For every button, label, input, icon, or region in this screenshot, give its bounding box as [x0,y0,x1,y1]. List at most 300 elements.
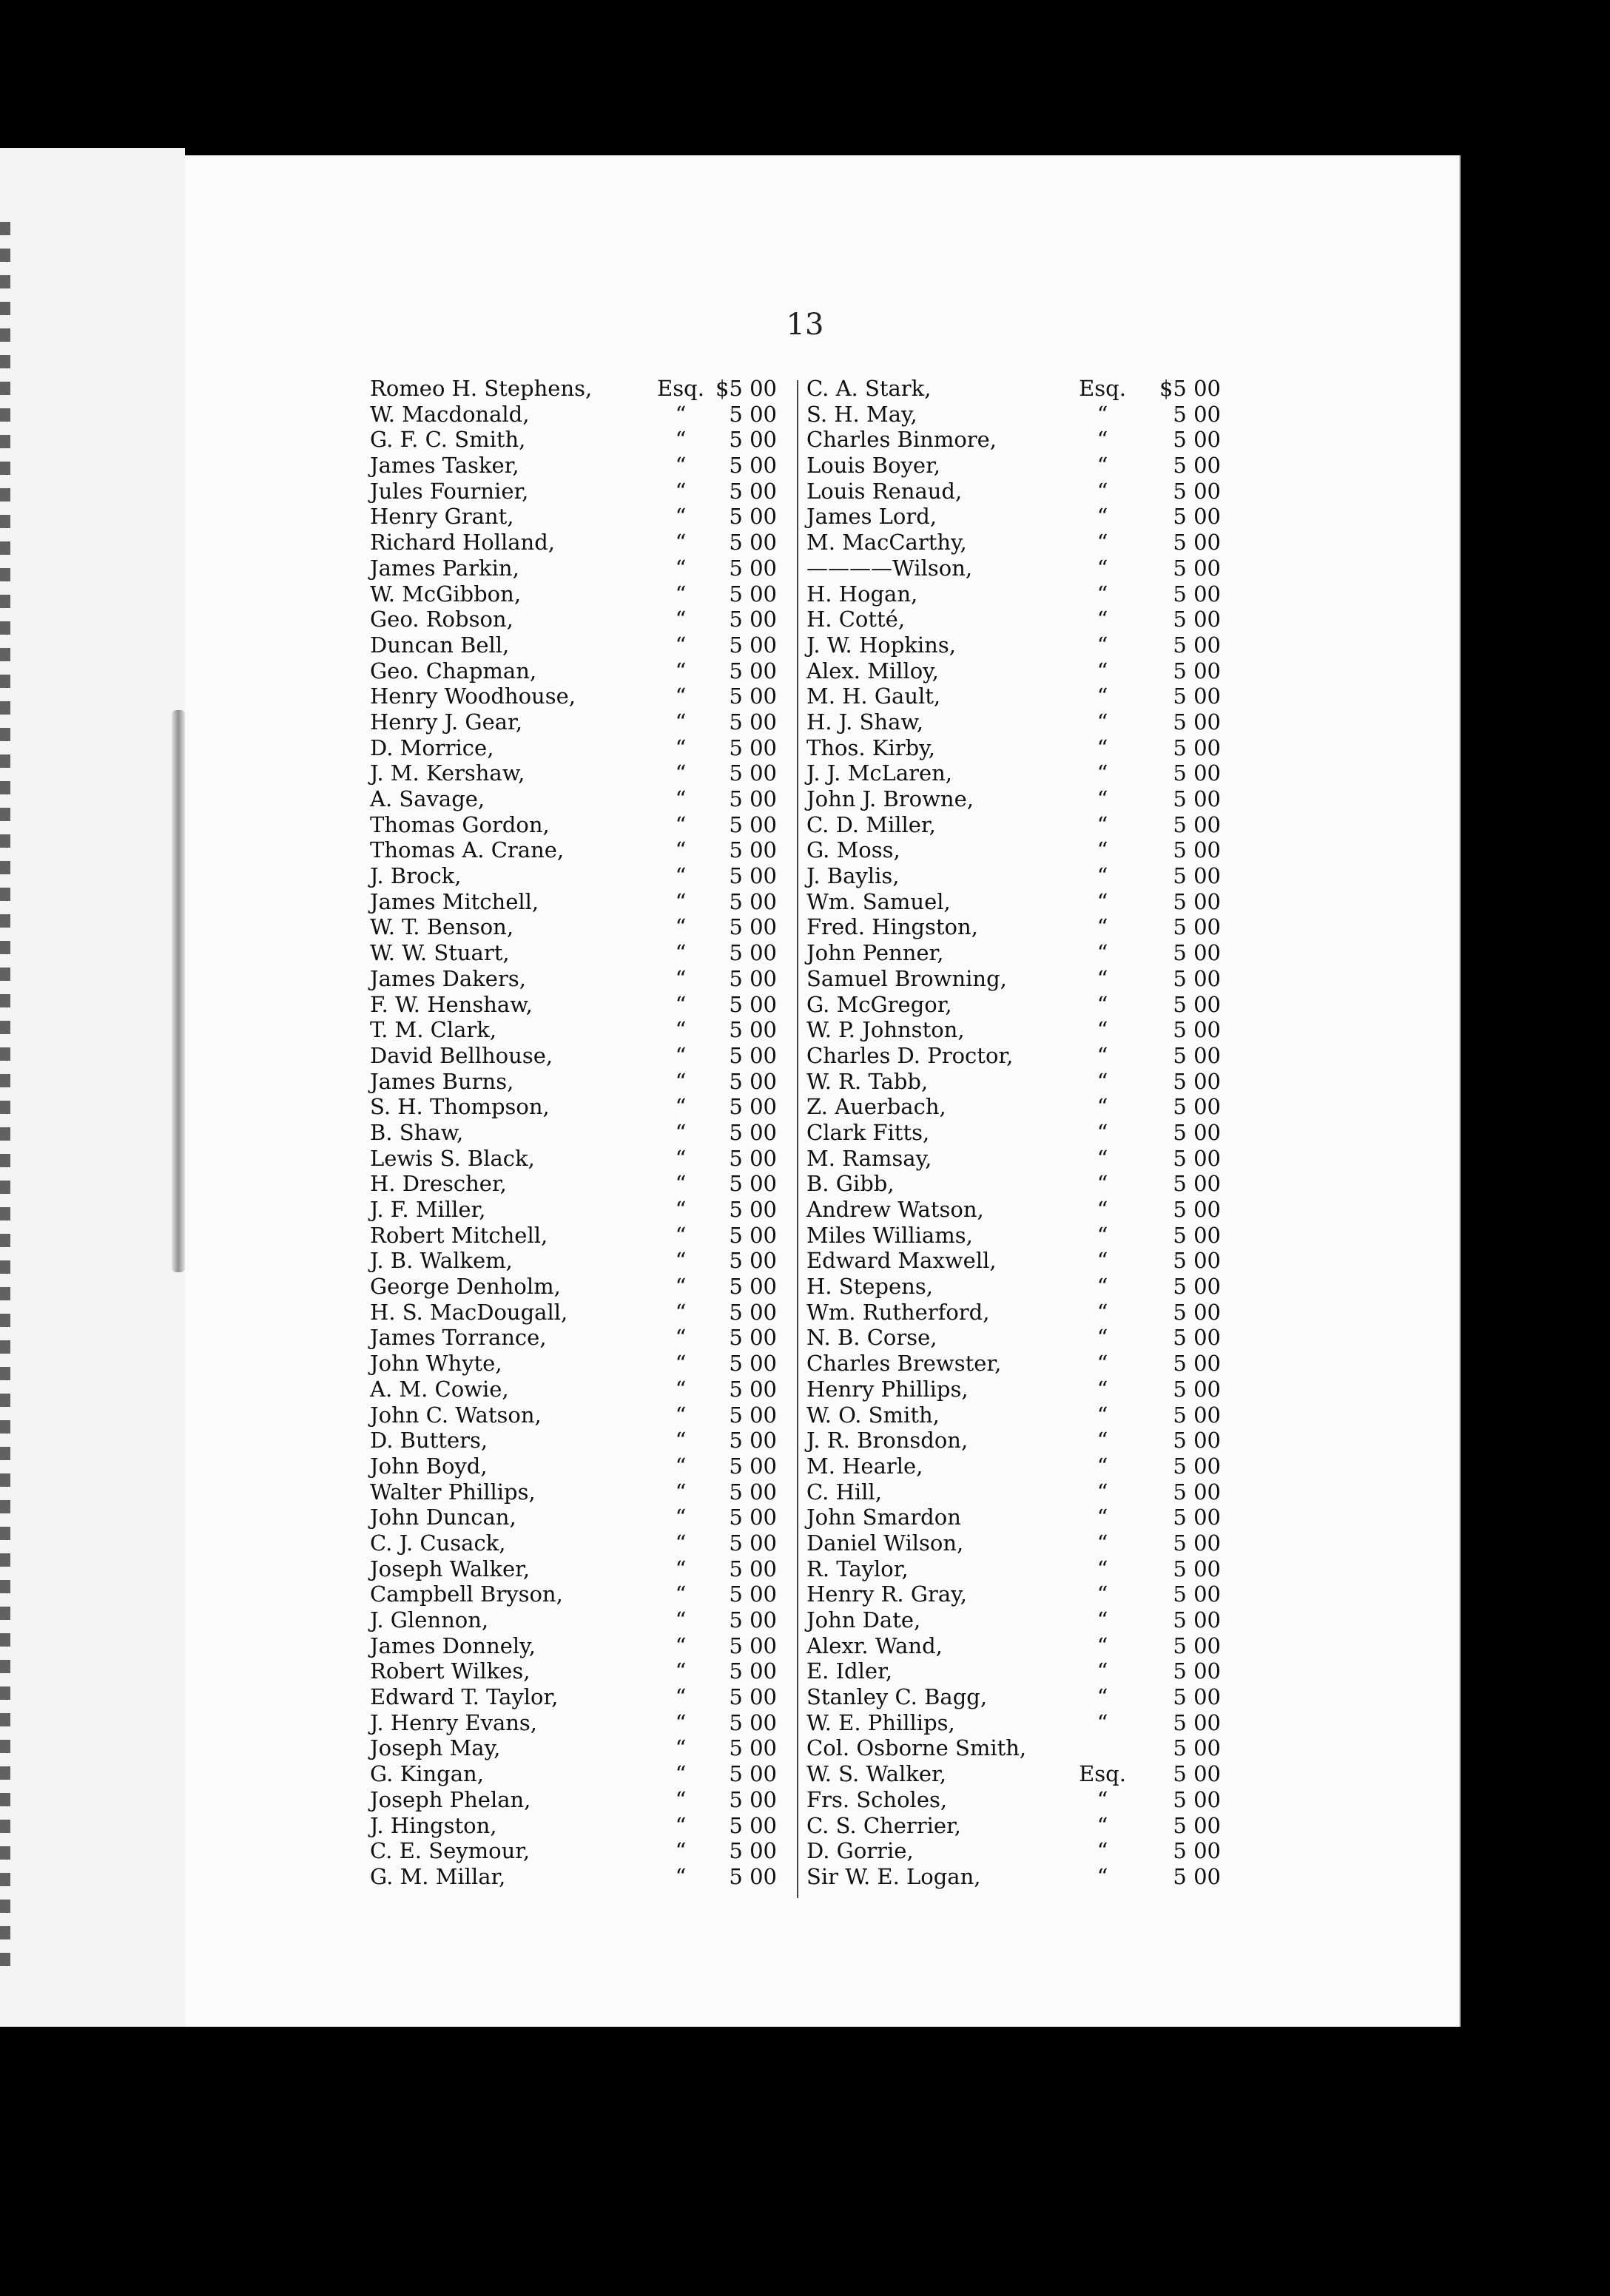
subscription-amount: 5 00 [729,1684,777,1710]
subscription-amount: 5 00 [1173,760,1221,786]
subscription-amount: 5 00 [729,1428,777,1453]
subscriber-title: “ [675,837,687,863]
subscriber-name: Andrew Watson, [806,1197,984,1222]
subscription-amount: 5 00 [1173,1274,1221,1300]
subscriber-title: “ [675,581,687,607]
subscriber-name: J. Brock, [370,863,462,889]
subscriber-name: G. M. Millar, [370,1863,506,1889]
subscription-amount: 5 00 [1173,1581,1221,1607]
subscription-amount: 5 00 [1173,632,1221,658]
subscriber-name: D. Morrice, [370,735,494,760]
subscriber-title: “ [675,914,687,940]
subscriber-title: “ [1097,1094,1108,1120]
subscription-amount: 5 00 [1173,965,1221,991]
facing-page [0,148,185,2027]
subscriber-title: “ [1097,607,1108,632]
subscription-amount: 5 00 [1173,1684,1221,1710]
subscription-amount: 5 00 [729,1505,777,1530]
subscriber-title: “ [1097,837,1108,863]
subscriber-name: Samuel Browning, [806,965,1007,991]
subscription-amount: 5 00 [729,863,777,889]
subscriber-name: Thomas Gordon, [370,811,550,837]
subscription-amount: 5 00 [729,1376,777,1402]
subscriber-name: Henry R. Gray, [806,1581,967,1607]
subscriber-title: “ [1097,1145,1108,1171]
subscriber-name: Henry Grant, [370,504,514,530]
subscriber-name: C. A. Stark, [806,376,932,401]
subscription-amount: 5 00 [1173,453,1221,479]
subscriber-name: C. Hill, [806,1479,882,1505]
subscriber-title: “ [675,1607,687,1632]
subscriber-title: “ [1097,1556,1108,1581]
subscriber-title: “ [1097,1453,1108,1479]
subscriber-title: “ [675,658,687,683]
subscriber-name: E. Idler, [806,1658,892,1684]
subscription-amount: 5 00 [729,1325,777,1351]
subscriber-name: Walter Phillips, [370,1479,536,1505]
subscription-amount: 5 00 [1173,1145,1221,1171]
subscriber-name: James Dakers, [370,965,526,991]
subscription-amount: 5 00 [1173,1556,1221,1581]
subscription-amount: 5 00 [729,914,777,940]
subscriber-name: Richard Holland, [370,530,556,556]
subscription-amount: 5 00 [1173,1838,1221,1864]
subscriber-name: B. Gibb, [806,1171,895,1197]
subscriber-title: “ [1097,530,1108,556]
subscription-amount: 5 00 [729,1530,777,1556]
subscriber-title: “ [675,1197,687,1222]
subscriber-name: John Penner, [806,940,944,966]
subscriber-name: Henry Woodhouse, [370,683,576,709]
subscriber-title: “ [675,888,687,914]
subscriber-name: John Smardon [806,1505,961,1530]
subscriber-name: John Date, [806,1607,921,1632]
subscription-amount: 5 00 [729,1171,777,1197]
subscriber-name: J. Hingston, [370,1812,497,1838]
subscriber-name: Alexr. Wand, [806,1632,943,1658]
subscription-amount: 5 00 [729,760,777,786]
subscription-amount: 5 00 [1173,504,1221,530]
subscription-amount: 5 00 [1173,863,1221,889]
subscription-amount: 5 00 [1173,658,1221,683]
binding-thread [172,710,185,1272]
subscriber-title: “ [1097,735,1108,760]
subscriber-name: John C. Watson, [370,1402,542,1428]
subscriber-title: “ [675,1786,687,1812]
subscriber-title: “ [675,1658,687,1684]
subscription-amount: 5 00 [729,1351,777,1377]
subscriber-name: H. Drescher, [370,1171,507,1197]
subscriber-name: Fred. Hingston, [806,914,978,940]
subscriber-name: J. Glennon, [370,1607,489,1632]
subscription-amount: 5 00 [1173,1197,1221,1222]
subscription-amount: 5 00 [729,1197,777,1222]
subscription-amount: 5 00 [1173,1607,1221,1632]
subscription-amount: 5 00 [729,811,777,837]
subscription-amount: 5 00 [1173,607,1221,632]
subscriber-title: “ [675,401,687,427]
subscriber-title: “ [1097,888,1108,914]
subscriber-title: “ [1097,1248,1108,1274]
subscriber-title: “ [675,1145,687,1171]
subscriber-title: “ [675,607,687,632]
subscriber-title: “ [675,530,687,556]
subscriber-name: S. H. May, [806,401,917,427]
subscriber-title: “ [675,478,687,504]
subscriber-name: N. B. Corse, [806,1325,937,1351]
subscriber-title: “ [1097,683,1108,709]
subscription-amount: 5 00 [729,1786,777,1812]
subscription-amount: 5 00 [1173,1786,1221,1812]
subscriber-name: W. R. Tabb, [806,1068,929,1094]
subscriber-title: “ [1097,1274,1108,1300]
subscription-amount: 5 00 [729,632,777,658]
subscriber-name: ————Wilson, [806,555,973,581]
subscriber-title: “ [675,1479,687,1505]
subscriber-title: “ [1097,1632,1108,1658]
subscription-amount: 5 00 [1173,1325,1221,1351]
subscriber-name: W. Macdonald, [370,401,530,427]
subscriber-title: “ [675,504,687,530]
subscriber-name: M. MacCarthy, [806,530,967,556]
subscriber-name: Geo. Chapman, [370,658,537,683]
subscriber-title: “ [1097,914,1108,940]
subscriber-name: James Burns, [370,1068,514,1094]
subscription-amount: 5 00 [1173,991,1221,1017]
subscription-amount: 5 00 [729,1042,777,1068]
subscription-amount: 5 00 [729,1709,777,1735]
subscriber-title: “ [1097,1402,1108,1428]
subscriber-name: Thomas A. Crane, [370,837,565,863]
subscriber-title: “ [675,1222,687,1248]
subscriber-title: “ [1097,1068,1108,1094]
subscriber-name: Geo. Robson, [370,607,513,632]
subscriber-title: “ [675,1761,687,1787]
subscriber-name: H. Hogan, [806,581,918,607]
subscriber-name: C. J. Cusack, [370,1530,506,1556]
subscription-amount: 5 00 [729,607,777,632]
subscription-amount: 5 00 [729,1299,777,1325]
subscription-amount: 5 00 [1173,427,1221,453]
subscription-amount: 5 00 [729,1812,777,1838]
subscription-amount: 5 00 [729,1274,777,1300]
subscriber-title: “ [1097,1479,1108,1505]
subscriber-title: “ [675,1094,687,1120]
subscription-amount: 5 00 [1173,683,1221,709]
subscription-amount: 5 00 [1173,1812,1221,1838]
subscriber-name: Wm. Rutherford, [806,1299,990,1325]
subscriber-name: J. Henry Evans, [370,1709,538,1735]
subscriber-name: Robert Mitchell, [370,1222,548,1248]
subscription-amount: 5 00 [729,1735,777,1761]
subscriber-title: “ [675,1299,687,1325]
subscription-amount: 5 00 [729,1581,777,1607]
subscription-amount: 5 00 [1173,888,1221,914]
subscriber-name: G. Kingan, [370,1761,484,1787]
subscriber-name: Sir W. E. Logan, [806,1863,981,1889]
subscriber-name: John Boyd, [370,1453,488,1479]
subscription-amount: 5 00 [1173,1453,1221,1479]
subscriber-name: S. H. Thompson, [370,1094,550,1120]
subscriber-name: J. F. Miller, [370,1197,486,1222]
subscriber-name: G. F. C. Smith, [370,427,526,453]
subscription-amount: 5 00 [1173,940,1221,966]
subscriber-title: “ [675,1325,687,1351]
subscription-amount: 5 00 [729,1145,777,1171]
subscriber-title: “ [1097,965,1108,991]
subscription-amount: 5 00 [729,1761,777,1787]
subscriber-title: “ [1097,1863,1108,1889]
subscription-amount: 5 00 [729,1479,777,1505]
subscription-amount: 5 00 [729,1556,777,1581]
subscription-amount: 5 00 [729,427,777,453]
subscriber-title: “ [1097,863,1108,889]
subscriber-name: Henry J. Gear, [370,709,522,735]
subscriber-title: “ [1097,453,1108,479]
subscription-amount: 5 00 [729,837,777,863]
subscriber-title: “ [1097,1709,1108,1735]
subscriber-name: Louis Boyer, [806,453,940,479]
subscriber-name: W. T. Benson, [370,914,514,940]
subscriber-title: “ [675,863,687,889]
subscriber-name: David Bellhouse, [370,1042,553,1068]
subscriber-name: Miles Williams, [806,1222,973,1248]
subscriber-name: Clark Fitts, [806,1119,930,1145]
subscriber-name: J. Baylis, [806,863,900,889]
subscription-amount: 5 00 [1173,735,1221,760]
subscription-amount: 5 00 [1173,786,1221,811]
subscriber-title: “ [1097,581,1108,607]
subscriber-name: D. Gorrie, [806,1838,914,1864]
subscriber-title: “ [675,965,687,991]
subscription-amount: 5 00 [729,453,777,479]
subscription-amount: 5 00 [729,1607,777,1632]
subscriber-name: John J. Browne, [806,786,974,811]
subscriber-name: B. Shaw, [370,1119,464,1145]
subscription-amount: 5 00 [729,888,777,914]
subscriber-title: Esq. [1079,1761,1126,1787]
subscription-amount: 5 00 [1173,709,1221,735]
subscriber-title: “ [1097,1197,1108,1222]
subscriber-name: Alex. Milloy, [806,658,939,683]
subscriber-name: James Lord, [806,504,937,530]
subscriber-title: “ [1097,504,1108,530]
subscriber-name: T. M. Clark, [370,1017,497,1043]
subscriber-title: “ [675,760,687,786]
subscription-amount: 5 00 [1173,1479,1221,1505]
subscription-amount: 5 00 [1173,555,1221,581]
subscriber-title: “ [1097,1119,1108,1145]
subscriber-title: “ [675,453,687,479]
subscriber-title: Esq. [1079,376,1126,401]
subscriber-name: Charles D. Proctor, [806,1042,1014,1068]
subscriber-title: “ [1097,1658,1108,1684]
subscriber-name: W. W. Stuart, [370,940,510,966]
subscription-amount: 5 00 [729,1632,777,1658]
subscriber-name: C. D. Miller, [806,811,936,837]
subscription-amount: 5 00 [729,658,777,683]
subscriber-name: H. S. MacDougall, [370,1299,568,1325]
subscriber-name: James Torrance, [370,1325,547,1351]
subscriber-title: “ [675,427,687,453]
subscription-amount: 5 00 [1173,401,1221,427]
subscriber-name: Frs. Scholes, [806,1786,948,1812]
subscriber-title: “ [675,991,687,1017]
subscriber-name: W. P. Johnston, [806,1017,965,1043]
subscription-amount: 5 00 [729,1222,777,1248]
subscriber-title: “ [1097,760,1108,786]
subscription-amount: 5 00 [1173,1222,1221,1248]
subscriber-name: Louis Renaud, [806,478,963,504]
subscriber-title: “ [675,1684,687,1710]
subscriber-title: “ [1097,1838,1108,1864]
subscriber-title: “ [1097,1684,1108,1710]
subscription-amount: 5 00 [1173,1505,1221,1530]
subscription-amount: 5 00 [1173,1119,1221,1145]
subscriber-title: “ [675,555,687,581]
subscriber-name: Duncan Bell, [370,632,510,658]
subscriber-title: “ [1097,1351,1108,1377]
subscriber-title: “ [675,1581,687,1607]
subscriber-title: “ [675,1376,687,1402]
subscription-amount: 5 00 [729,786,777,811]
subscription-amount: 5 00 [729,1863,777,1889]
subscription-amount: 5 00 [1173,1171,1221,1197]
subscriber-name: Edward T. Taylor, [370,1684,559,1710]
subscription-amount: 5 00 [1173,1428,1221,1453]
subscription-amount: 5 00 [1173,1632,1221,1658]
subscriber-title: “ [675,683,687,709]
subscriber-title: “ [1097,1299,1108,1325]
subscriber-name: A. Savage, [370,786,485,811]
subscriber-title: “ [675,1505,687,1530]
subscriber-name: James Donnely, [370,1632,536,1658]
subscriber-title: “ [675,1017,687,1043]
subscriber-title: “ [675,735,687,760]
subscriber-name: J. W. Hopkins, [806,632,956,658]
subscriber-title: “ [675,1838,687,1864]
subscriber-name: J. R. Bronsdon, [806,1428,969,1453]
subscriber-name: M. Hearle, [806,1453,923,1479]
subscription-amount: 5 00 [729,735,777,760]
column-divider [797,380,798,1898]
subscriber-title: “ [1097,1428,1108,1453]
subscriber-title: “ [1097,1171,1108,1197]
subscription-amount: 5 00 [1173,1402,1221,1428]
subscription-amount: 5 00 [1173,530,1221,556]
subscriber-title: “ [1097,401,1108,427]
subscription-amount: 5 00 [729,555,777,581]
subscriber-title: “ [675,1248,687,1274]
subscriber-name: Robert Wilkes, [370,1658,531,1684]
subscriber-name: Henry Phillips, [806,1376,969,1402]
subscriber-title: “ [675,811,687,837]
subscriber-name: Jules Fournier, [370,478,529,504]
subscription-amount: 5 00 [729,991,777,1017]
subscription-amount: 5 00 [1173,1863,1221,1889]
subscriber-title: “ [1097,940,1108,966]
subscriber-name: James Tasker, [370,453,519,479]
subscriber-name: A. M. Cowie, [370,1376,509,1402]
subscription-amount: 5 00 [1173,478,1221,504]
subscription-amount: 5 00 [729,581,777,607]
subscription-amount: 5 00 [1173,1530,1221,1556]
subscriber-name: H. J. Shaw, [806,709,923,735]
subscription-amount: $5 00 [1159,376,1221,401]
subscriber-name: James Mitchell, [370,888,539,914]
subscriber-name: John Duncan, [370,1505,516,1530]
subscriber-name: G. McGregor, [806,991,952,1017]
subscriber-title: “ [675,786,687,811]
subscriber-name: Romeo H. Stephens, [370,376,593,401]
subscriber-name: C. S. Cherrier, [806,1812,961,1838]
subscription-amount: 5 00 [1173,1042,1221,1068]
subscription-amount: 5 00 [729,709,777,735]
subscriber-title: “ [675,1530,687,1556]
subscription-amount: 5 00 [1173,1068,1221,1094]
subscription-amount: 5 00 [1173,1376,1221,1402]
subscriber-name: Wm. Samuel, [806,888,951,914]
subscriber-title: “ [675,1402,687,1428]
subscriber-name: Daniel Wilson, [806,1530,964,1556]
subscription-amount: 5 00 [729,1838,777,1864]
subscription-amount: 5 00 [1173,1761,1221,1787]
subscriber-name: Campbell Bryson, [370,1581,563,1607]
subscription-amount: 5 00 [729,478,777,504]
subscriber-title: “ [1097,427,1108,453]
subscriber-title: “ [1097,632,1108,658]
subscriber-title: “ [1097,1607,1108,1632]
subscriber-title: “ [1097,811,1108,837]
subscription-amount: 5 00 [1173,1299,1221,1325]
subscription-amount: 5 00 [729,1017,777,1043]
subscriber-name: F. W. Henshaw, [370,991,533,1017]
subscriber-name: George Denholm, [370,1274,561,1300]
subscriber-title: “ [1097,1581,1108,1607]
subscriber-title: “ [1097,1042,1108,1068]
subscriber-title: “ [675,632,687,658]
subscriber-name: D. Butters, [370,1428,488,1453]
subscriber-title: “ [1097,1376,1108,1402]
subscription-amount: 5 00 [1173,581,1221,607]
subscription-amount: 5 00 [729,940,777,966]
subscriber-name: J. J. McLaren, [806,760,953,786]
subscription-amount: 5 00 [729,1658,777,1684]
subscriber-name: Edward Maxwell, [806,1248,997,1274]
subscriber-name: John Whyte, [370,1351,502,1377]
subscription-amount: 5 00 [1173,837,1221,863]
subscriber-name: H. Cotté, [806,607,906,632]
subscriber-title: “ [1097,1505,1108,1530]
subscriber-name: R. Taylor, [806,1556,909,1581]
subscription-amount: 5 00 [1173,1735,1221,1761]
subscription-amount: 5 00 [729,1068,777,1094]
subscription-amount: 5 00 [729,1248,777,1274]
subscriber-title: “ [1097,478,1108,504]
subscriber-title: “ [675,1812,687,1838]
subscriber-title: Esq. [657,376,704,401]
subscription-amount: 5 00 [729,530,777,556]
subscription-amount: 5 00 [729,683,777,709]
subscription-amount: $5 00 [715,376,777,401]
subscriber-name: Stanley C. Bagg, [806,1684,988,1710]
subscriber-name: J. M. Kershaw, [370,760,525,786]
subscription-amount: 5 00 [729,504,777,530]
subscriber-name: J. B. Walkem, [370,1248,513,1274]
subscription-amount: 5 00 [729,1119,777,1145]
subscriber-title: “ [675,1428,687,1453]
subscriber-title: “ [675,1274,687,1300]
